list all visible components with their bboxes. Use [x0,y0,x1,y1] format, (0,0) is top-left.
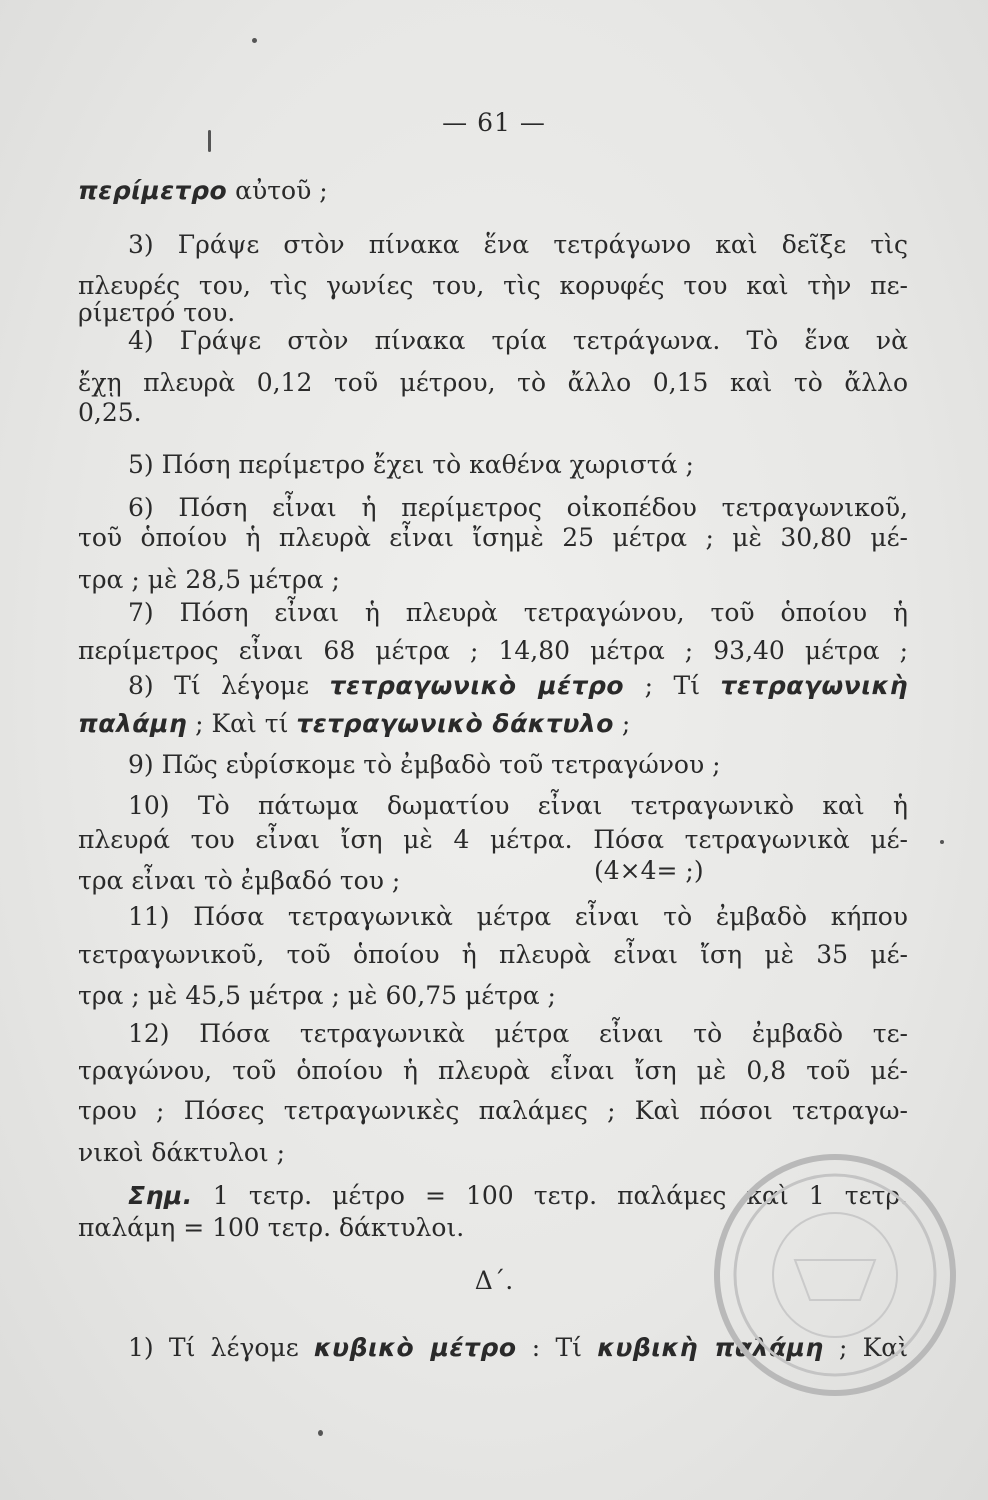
text-line [128,904,908,929]
text-run: τετραγωνικοῦ, τοῦ ὁποίου ἡ πλευρὰ εἶναι ἴση μὲ 35 μέ- [78,940,908,969]
text-line [78,273,908,298]
text-run: ; Τί [624,671,721,700]
spaced-term: κυβικὴ παλάμη [597,1333,824,1362]
text-line [78,178,908,203]
text-run: τοῦ ὁποίου ἡ πλευρὰ εἶναι ἴσημὲ 25 μέτρα ; μὲ 30,80 μέ- [78,523,908,552]
text-run: 1) Τί λέγομε [128,1333,314,1362]
text-run: 7) Πόση εἶναι ἡ πλευρὰ τετραγώνου, τοῦ ὁποίου ἡ [128,598,908,627]
text-line [128,495,908,520]
text-run: 3) Γράψε στὸν πίνακα ἕνα τετράγωνο καὶ δεῖξε τὶς [128,230,908,259]
text-line [78,300,908,325]
text-run: 5) Πόση περίμετρο ἔχει τὸ καθένα χωριστά ; [128,450,694,479]
page-number: — 61 — [442,108,546,137]
text-line [128,452,908,477]
text-line [78,370,908,395]
text-run: ; [613,709,631,738]
spaced-term: τετραγωνικὸ δάκτυλο [296,709,614,738]
text-line [78,525,908,550]
spaced-term: τετραγωνικὴ [720,671,909,700]
text-line [128,232,908,257]
text-run: τρα ; μὲ 45,5 μέτρα ; μὲ 60,75 μέτρα ; [78,981,556,1010]
text-run: ρίμετρό του. [78,298,236,327]
ink-speck [318,1430,323,1436]
text-line [78,827,908,852]
text-line [78,942,908,967]
text-line [78,567,908,592]
text-line [128,793,908,818]
spaced-term: τετραγωνικὸ μέτρο [329,671,625,700]
text-line [78,1098,908,1123]
text-line [128,752,908,777]
text-run: ; Καὶ τί [187,709,297,738]
text-line [128,600,908,625]
text-line [128,328,908,353]
spaced-term: Σημ. [128,1181,193,1210]
text-run: 4) Γράψε στὸν πίνακα τρία τετράγωνα. Τὸ ἕνα νὰ [128,326,908,355]
text-run: ; Καὶ [823,1333,908,1362]
text-run: τρα ; μὲ 28,5 μέτρα ; [78,565,340,594]
text-run: νικοὶ δάκτυλοι ; [78,1138,286,1167]
text-run: : Τί [516,1333,598,1362]
text-line [128,673,908,698]
text-run: 9) Πῶς εὑρίσκομε τὸ ἐμβαδὸ τοῦ τετραγώνου ; [128,750,721,779]
text-run: 6) Πόση εἶναι ἡ περίμετρος οἰκοπέδου τετραγωνικοῦ, [128,493,908,522]
text-run: πλευρές του, τὶς γωνίες του, τὶς κορυφές του καὶ τὴν πε- [78,271,908,300]
spaced-term: κυβικὸ μέτρο [313,1333,517,1362]
ink-speck [252,38,257,43]
ink-speck [208,130,211,152]
text-run: 0,25. [78,398,142,427]
text-run: 1 τετρ. μέτρο = 100 τετρ. παλάμες καὶ 1 τετρ. [192,1181,908,1210]
text-run: 8) Τί λέγομε [128,671,330,700]
text-run: τραγώνου, τοῦ ὁποίου ἡ πλευρὰ εἶναι ἴση μὲ 0,8 τοῦ μέ- [78,1056,908,1085]
text-run: 10) Τὸ πάτωμα δωματίου εἶναι τετραγωνικὸ καὶ ἡ [128,791,908,820]
library-stamp [700,1140,970,1410]
text-run: τρα εἶναι τὸ ἐμβαδό του ; [78,866,401,895]
text-line [128,1021,908,1046]
text-run: 12) Πόσα τετραγωνικὰ μέτρα εἶναι τὸ ἐμβαδὸ τε- [128,1019,908,1048]
text-line [78,983,908,1008]
text-run: ἔχῃ πλευρὰ 0,12 τοῦ μέτρου, τὸ ἄλλο 0,15 καὶ τὸ ἄλλο [78,368,908,397]
text-line [78,638,908,663]
text-run: πλευρά του εἶναι ἴση μὲ 4 μέτρα. Πόσα τετραγωνικὰ μέ- [78,825,908,854]
text-line [78,1058,908,1083]
formula-annotation: (4×4= ;) [594,856,704,885]
text-line [78,711,908,736]
text-run: αὐτοῦ ; [227,176,328,205]
spaced-term: παλάμη [78,709,188,738]
text-line [78,400,908,425]
text-run: 11) Πόσα τετραγωνικὰ μέτρα εἶναι τὸ ἐμβαδὸ κήπου [128,902,908,931]
text-run: Δ΄. [474,1266,514,1295]
spaced-term: περίμετρο [78,176,228,205]
ink-speck [940,840,944,844]
text-run: τρου ; Πόσες τετραγωνικὲς παλάμες ; Καὶ πόσοι τετραγω- [78,1096,908,1125]
text-run: παλάμη = 100 τετρ. δάκτυλοι. [78,1213,465,1242]
text-run: περίμετρος εἶναι 68 μέτρα ; 14,80 μέτρα ; 93,40 μέτρα ; [78,636,908,665]
